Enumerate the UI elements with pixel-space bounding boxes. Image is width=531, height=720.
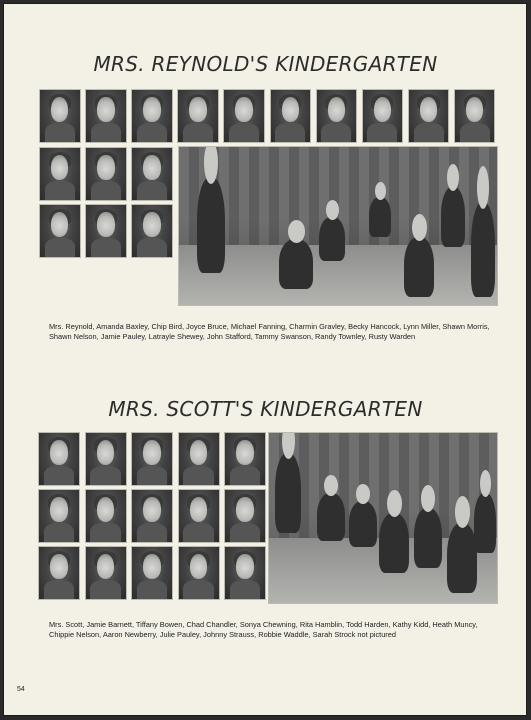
student-portrait	[38, 546, 80, 600]
student-portrait	[85, 546, 127, 600]
student-portrait	[85, 204, 127, 258]
caption-reynold: Mrs. Reynold, Amanda Baxley, Chip Bird, Joyce Bruce, Michael Fanning, Charmin Gravley, Becky Hancock, Lynn Miller, Shawn Morris, Shawn Nelson, Jamie Pauley, Latrayle Shewey, John Stafford, Tammy Swanson, Randy Townley, Rusty Warden	[49, 322, 490, 341]
student-portrait	[270, 89, 312, 143]
student-portrait	[178, 432, 220, 486]
student-portrait	[224, 432, 266, 486]
student-portrait	[408, 89, 450, 143]
caption-scott: Mrs. Scott, Jamie Barnett, Tiffany Bowen, Chad Chandler, Sonya Chewning, Rita Hamblin, Todd Harden, Kathy Kidd, Heath Muncy, Chippie Nelson, Aaron Newberry, Julie Pauley, Johnny Strauss, Robbie Waddle, Sarah Strock not pictured	[49, 620, 478, 639]
section-title-scott: MRS. SCOTT'S KINDERGARTEN	[108, 397, 423, 421]
student-portrait	[39, 147, 81, 201]
student-portrait	[131, 489, 173, 543]
student-portrait	[85, 89, 127, 143]
student-portrait	[177, 89, 219, 143]
section-title-reynold: MRS. REYNOLD'S KINDERGARTEN	[93, 52, 438, 76]
student-portrait	[131, 204, 173, 258]
student-portrait	[178, 546, 220, 600]
student-portrait	[131, 432, 173, 486]
student-portrait	[178, 489, 220, 543]
student-portrait	[454, 89, 496, 143]
student-portrait	[131, 147, 173, 201]
student-portrait	[85, 489, 127, 543]
student-portrait	[39, 204, 81, 258]
student-portrait	[39, 89, 81, 143]
student-portrait	[224, 489, 266, 543]
student-portrait	[38, 432, 80, 486]
student-portrait	[316, 89, 358, 143]
group-photo-scott	[268, 432, 498, 604]
student-portrait	[38, 489, 80, 543]
student-portrait	[131, 89, 173, 143]
student-portrait	[362, 89, 404, 143]
student-portrait	[85, 147, 127, 201]
student-portrait	[131, 546, 173, 600]
student-portrait	[224, 546, 266, 600]
group-photo-reynold	[178, 146, 498, 306]
student-portrait	[223, 89, 265, 143]
student-portrait	[85, 432, 127, 486]
page-number: 54	[17, 686, 25, 693]
